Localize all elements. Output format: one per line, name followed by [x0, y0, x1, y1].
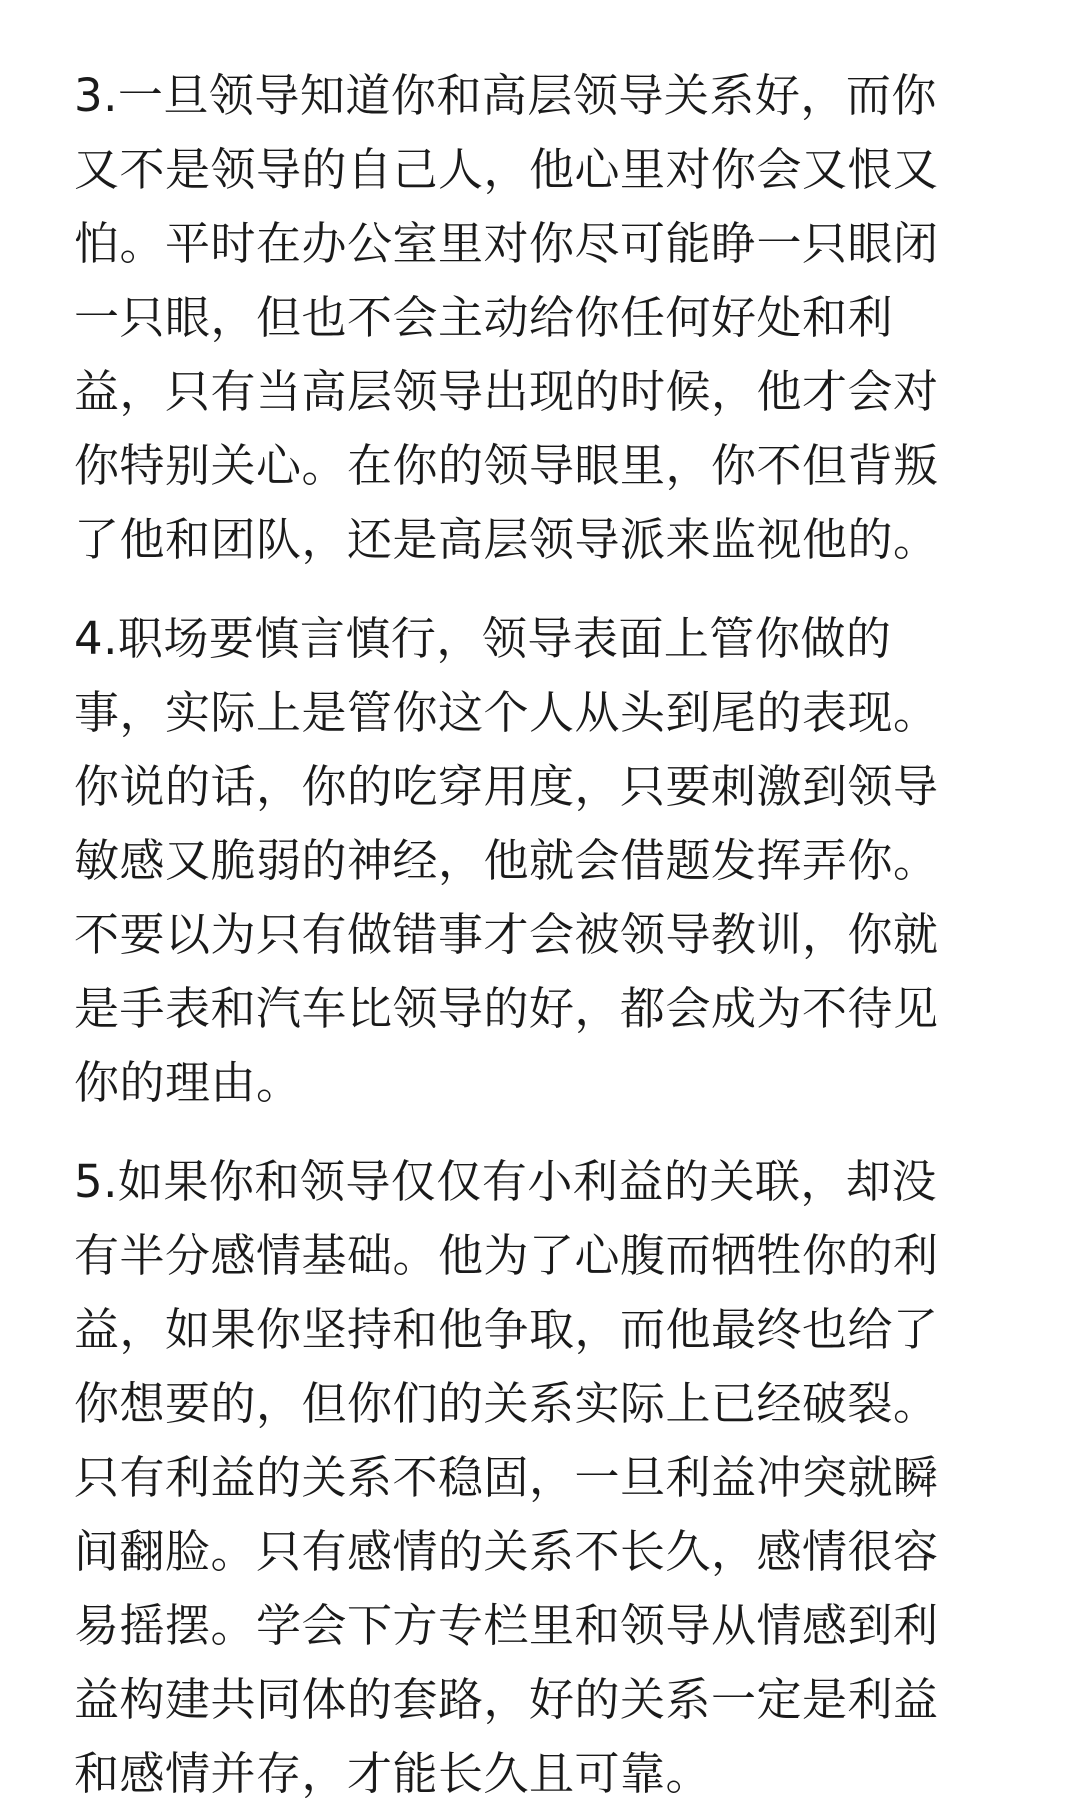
text-line: 你说的话，你的吃穿用度，只要刺激到领导 [74, 760, 939, 813]
text-line: 间翻脸。只有感情的关系不长久，感情很容 [74, 1525, 939, 1578]
text-line: 益，只有当高层领导出现的时候，他才会对 [74, 365, 939, 418]
text-line: 怕。平时在办公室里对你尽可能睁一只眼闭 [74, 217, 939, 270]
text-line: 有半分感情基础。他为了心腹而牺牲你的利 [74, 1229, 939, 1282]
text-line: 又不是领导的自己人，他心里对你会又恨又 [74, 143, 939, 196]
paragraph-point-4 [74, 602, 1014, 1120]
text-line: 和感情并存，才能长久且可靠。 [74, 1747, 712, 1800]
text-line: 事，实际上是管你这个人从头到尾的表现。 [74, 686, 939, 739]
text-line: 5.如果你和领导仅仅有小利益的关联，却没 [74, 1155, 937, 1208]
text-line: 是手表和汽车比领导的好，都会成为不待见 [74, 982, 939, 1035]
text-line: 你想要的，但你们的关系实际上已经破裂。 [74, 1377, 939, 1430]
paragraph-point-5 [74, 1145, 1014, 1811]
text-line: 你特别关心。在你的领导眼里，你不但背叛 [74, 439, 939, 492]
paragraph-point-3 [74, 59, 1014, 577]
text-line: 你的理由。 [74, 1056, 302, 1109]
text-line: 敏感又脆弱的神经，他就会借题发挥弄你。 [74, 834, 939, 887]
text-line: 4.职场要慎言慎行，领导表面上管你做的 [74, 612, 892, 665]
text-line: 了他和团队，还是高层领导派来监视他的。 [74, 513, 939, 566]
text-line: 益，如果你坚持和他争取，而他最终也给了 [74, 1303, 939, 1356]
text-line: 不要以为只有做错事才会被领导教训，你就 [74, 908, 939, 961]
text-line: 只有利益的关系不稳固，一旦利益冲突就瞬 [74, 1451, 939, 1504]
text-line: 一只眼，但也不会主动给你任何好处和利 [74, 291, 894, 344]
text-line: 3.一旦领导知道你和高层领导关系好，而你 [74, 69, 937, 122]
text-line: 易摇摆。学会下方专栏里和领导从情感到利 [74, 1599, 939, 1652]
text-line: 益构建共同体的套路，好的关系一定是利益 [74, 1673, 939, 1726]
